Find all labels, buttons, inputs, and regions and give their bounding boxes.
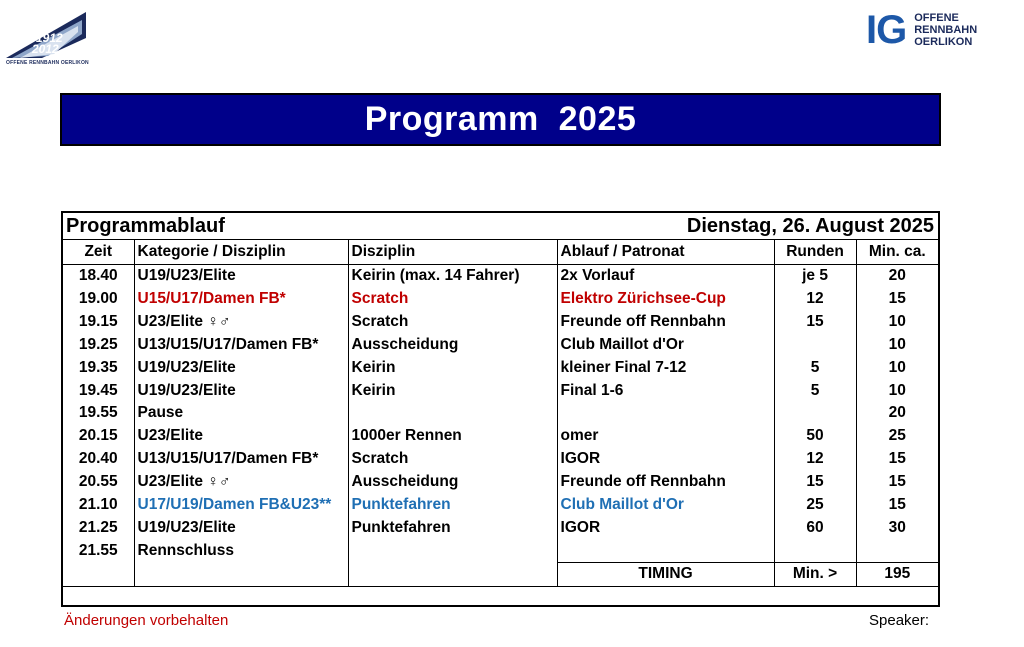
cell-runden: 50	[774, 425, 856, 448]
cell-runden: 15	[774, 311, 856, 334]
ig-logo-line: RENNBAHN	[914, 24, 978, 36]
cell-ablauf: IGOR	[557, 517, 774, 540]
cell-runden: 5	[774, 357, 856, 380]
cell-min: 15	[856, 471, 938, 494]
cell-zeit: 21.55	[78, 541, 118, 559]
cell-runden: 12	[774, 288, 856, 311]
cell-ablauf: Club Maillot d'Or	[557, 334, 774, 357]
cell-kategorie: U23/Elite ♀♂	[134, 311, 348, 334]
cell-zeit: 20.55	[78, 473, 118, 491]
event-date: Dienstag, 26. August 2025	[557, 213, 938, 240]
cell-kategorie: U19/U23/Elite	[134, 380, 348, 403]
table-row	[63, 540, 938, 563]
cell-min: 20	[856, 265, 938, 288]
cell-disziplin: Keirin (max. 14 Fahrer)	[348, 265, 557, 288]
cell-zeit: 18.40	[78, 267, 118, 284]
cell-ablauf: kleiner Final 7-12	[557, 357, 774, 380]
cell-min: 30	[856, 517, 938, 540]
cell-disziplin: Punktefahren	[348, 494, 557, 517]
cell-ablauf	[557, 540, 774, 563]
ig-oerlikon-logo	[866, 10, 977, 50]
cell-runden: 5	[774, 380, 856, 403]
cell-min: 25	[856, 425, 938, 448]
col-header-kategorie: Kategorie / Disziplin	[134, 240, 348, 265]
cell-kategorie: U13/U15/U17/Damen FB*	[134, 448, 348, 471]
cell-kategorie: U19/U23/Elite	[134, 357, 348, 380]
cell-runden	[774, 334, 856, 357]
table-row	[63, 425, 938, 448]
cell-kategorie: U19/U23/Elite	[134, 517, 348, 540]
cell-disziplin: Ausscheidung	[348, 471, 557, 494]
col-header-min: Min. ca.	[856, 240, 938, 265]
cell-disziplin: Scratch	[348, 288, 557, 311]
cell-disziplin: Scratch	[348, 448, 557, 471]
table-row	[63, 311, 938, 334]
svg-text:2012: 2012	[32, 42, 59, 56]
logo-subline: OFFENE RENNBAHN OERLIKON	[6, 60, 89, 66]
cell-kategorie: U13/U15/U17/Damen FB*	[134, 334, 348, 357]
col-header-runden: Runden	[774, 240, 856, 265]
cell-zeit: 19.00	[78, 289, 118, 307]
cell-runden: 60	[774, 517, 856, 540]
cell-kategorie: Pause	[134, 402, 348, 425]
cell-zeit: 19.35	[78, 358, 118, 376]
cell-kategorie: Rennschluss	[134, 540, 348, 563]
ig-mark: IG	[866, 8, 907, 52]
cell-zeit: 19.25	[78, 335, 118, 353]
cell-ablauf: 2x Vorlauf	[557, 265, 774, 288]
cell-ablauf: Freunde off Rennbahn	[557, 471, 774, 494]
cell-ablauf: omer	[557, 425, 774, 448]
table-footer-row	[63, 587, 938, 610]
cell-disziplin: Keirin	[348, 380, 557, 403]
cell-ablauf: Club Maillot d'Or	[557, 494, 774, 517]
rennbahn-oerlikon-logo	[2, 8, 92, 66]
cell-runden: 15	[774, 471, 856, 494]
cell-runden: je 5	[774, 265, 856, 288]
cell-ablauf: Elektro Zürichsee-Cup	[557, 288, 774, 311]
cell-min: 20	[856, 402, 938, 425]
cell-kategorie: U23/Elite ♀♂	[134, 471, 348, 494]
cell-min: 15	[856, 494, 938, 517]
cell-disziplin	[348, 402, 557, 425]
table-row	[63, 288, 938, 311]
table-heading-row	[63, 213, 938, 240]
ig-logo-text	[914, 12, 977, 48]
cell-zeit: 21.25	[78, 518, 118, 536]
table-row	[63, 380, 938, 403]
cell-kategorie: U19/U23/Elite	[134, 265, 348, 288]
cell-zeit: 20.40	[78, 450, 118, 468]
cell-kategorie: U23/Elite	[134, 425, 348, 448]
table-row	[63, 357, 938, 380]
cell-ablauf: IGOR	[557, 448, 774, 471]
title-banner	[60, 93, 941, 146]
cell-min	[856, 540, 938, 563]
cell-zeit: 19.55	[78, 404, 118, 422]
table-row	[63, 494, 938, 517]
timing-label: TIMING	[557, 563, 774, 587]
cell-min: 15	[856, 448, 938, 471]
cell-kategorie: U17/U19/Damen FB&U23**	[134, 494, 348, 517]
cell-zeit: 20.15	[78, 427, 118, 445]
cell-min: 15	[856, 288, 938, 311]
cell-min: 10	[856, 311, 938, 334]
ig-logo-line: OFFENE	[914, 12, 959, 24]
cell-runden	[774, 402, 856, 425]
changes-reserved-note: Änderungen vorbehalten	[64, 612, 229, 629]
timing-runden: Min. >	[774, 563, 856, 587]
cell-min: 10	[856, 357, 938, 380]
cell-disziplin: Ausscheidung	[348, 334, 557, 357]
table-row	[63, 265, 938, 288]
ig-logo-line: OERLIKON	[914, 36, 973, 48]
col-header-disziplin: Disziplin	[348, 240, 557, 265]
cell-runden: 25	[774, 494, 856, 517]
cell-min: 10	[856, 380, 938, 403]
table-row	[63, 402, 938, 425]
col-header-ablauf: Ablauf / Patronat	[557, 240, 774, 265]
cell-disziplin: Scratch	[348, 311, 557, 334]
cell-disziplin	[348, 540, 557, 563]
cell-zeit: 21.10	[78, 496, 118, 514]
table-row	[63, 517, 938, 540]
cell-kategorie: U15/U17/Damen FB*	[134, 288, 348, 311]
cell-zeit: 19.45	[78, 381, 118, 399]
cell-runden: 12	[774, 448, 856, 471]
cell-disziplin: Punktefahren	[348, 517, 557, 540]
cell-min: 10	[856, 334, 938, 357]
table-heading: Programmablauf	[63, 213, 557, 240]
speaker-label: Speaker:	[869, 612, 930, 629]
table-row	[63, 448, 938, 471]
cell-zeit: 19.15	[78, 312, 118, 330]
timing-total: 195	[856, 563, 938, 587]
column-header-row	[63, 240, 938, 265]
cell-runden	[774, 540, 856, 563]
table-row	[63, 334, 938, 357]
cell-ablauf	[557, 402, 774, 425]
cell-ablauf: Final 1-6	[557, 380, 774, 403]
timing-row	[63, 563, 938, 587]
program-table	[61, 211, 940, 607]
table-row	[63, 471, 938, 494]
page-title: Programm 2025	[364, 100, 637, 138]
cell-disziplin: 1000er Rennen	[348, 425, 557, 448]
col-header-zeit: Zeit	[63, 240, 134, 265]
svg-text:1912: 1912	[36, 31, 63, 45]
cell-ablauf: Freunde off Rennbahn	[557, 311, 774, 334]
cell-disziplin: Keirin	[348, 357, 557, 380]
